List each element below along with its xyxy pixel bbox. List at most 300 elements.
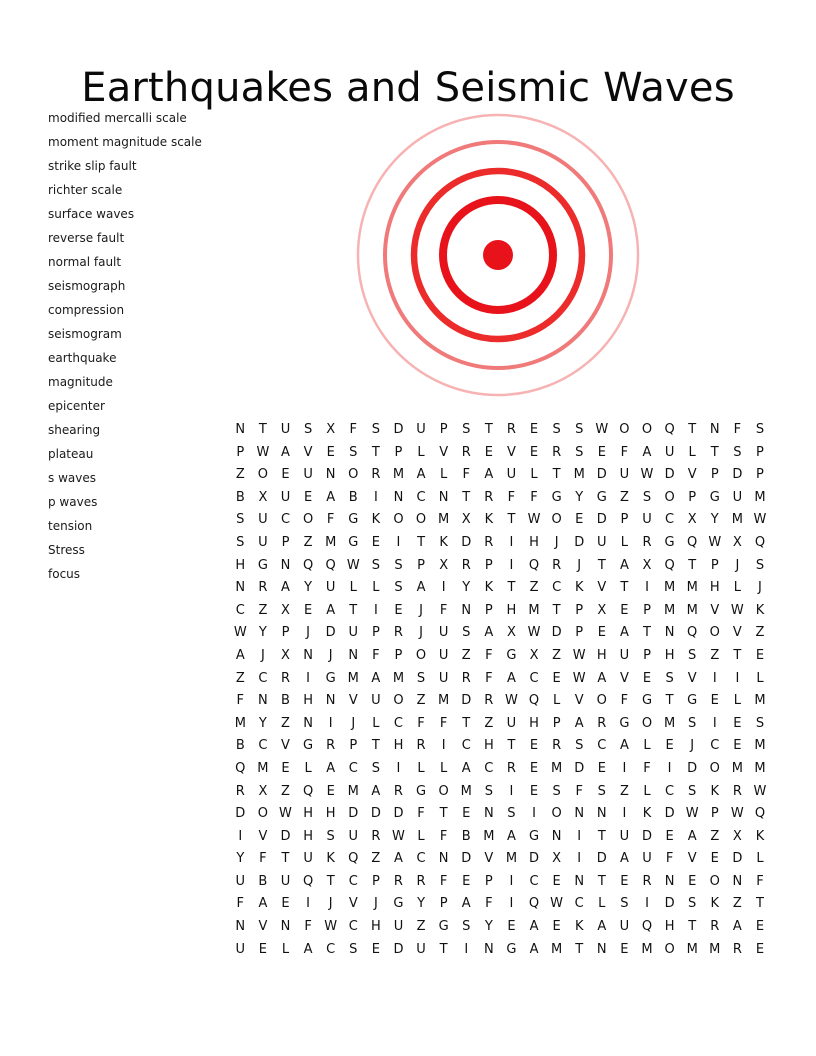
grid-letter: M bbox=[663, 602, 676, 618]
grid-letter: A bbox=[619, 557, 629, 573]
grid-letter: S bbox=[416, 670, 426, 686]
grid-letter: H bbox=[529, 534, 539, 550]
grid-letter: U bbox=[393, 919, 404, 935]
grid-letter: E bbox=[688, 873, 697, 889]
grid-letter: R bbox=[484, 534, 494, 550]
grid-letter: E bbox=[371, 534, 380, 550]
grid-letter: R bbox=[393, 783, 403, 799]
grid-letter: I bbox=[645, 580, 649, 596]
grid-letter: L bbox=[756, 670, 764, 686]
grid-row bbox=[229, 690, 772, 713]
grid-letter: W bbox=[730, 806, 744, 822]
word-list-item: earthquake bbox=[48, 351, 117, 365]
grid-letter: V bbox=[687, 670, 697, 686]
grid-letter: G bbox=[438, 919, 449, 935]
grid-letter: D bbox=[325, 625, 336, 641]
grid-letter: D bbox=[732, 467, 743, 483]
grid-letter: F bbox=[643, 760, 651, 776]
grid-letter: T bbox=[507, 580, 516, 596]
grid-letter: O bbox=[664, 941, 675, 957]
grid-letter: F bbox=[620, 693, 629, 709]
grid-letter: A bbox=[303, 941, 313, 957]
grid-row bbox=[229, 509, 772, 532]
grid-letter: U bbox=[506, 467, 517, 483]
grid-letter: N bbox=[709, 422, 720, 437]
grid-letter: P bbox=[371, 873, 380, 889]
grid-letter: G bbox=[664, 534, 675, 550]
grid-letter: U bbox=[303, 851, 313, 867]
grid-letter: F bbox=[620, 444, 629, 460]
grid-letter: F bbox=[575, 783, 583, 799]
grid-letter: X bbox=[258, 783, 268, 799]
grid-letter: Q bbox=[348, 851, 359, 867]
grid-letter: U bbox=[664, 444, 675, 460]
grid-letter: Z bbox=[281, 783, 290, 799]
word-list-item: shearing bbox=[48, 423, 101, 437]
grid-letter: F bbox=[530, 489, 538, 505]
grid-letter: Q bbox=[641, 919, 653, 935]
grid-letter: R bbox=[416, 738, 426, 754]
grid-letter: Q bbox=[664, 422, 675, 437]
grid-letter: M bbox=[460, 783, 472, 799]
grid-letter: X bbox=[529, 647, 539, 663]
grid-letter: Q bbox=[302, 783, 314, 799]
grid-letter: S bbox=[484, 783, 493, 799]
grid-letter: C bbox=[258, 738, 268, 754]
grid-letter: W bbox=[685, 806, 699, 822]
grid-row bbox=[229, 464, 772, 487]
grid-letter: X bbox=[732, 828, 742, 844]
grid-letter: E bbox=[755, 647, 765, 663]
grid-letter: L bbox=[417, 444, 425, 460]
grid-letter: E bbox=[281, 467, 290, 483]
grid-letter: V bbox=[710, 602, 720, 618]
grid-letter: R bbox=[371, 467, 381, 483]
grid-letter: E bbox=[665, 828, 674, 844]
grid-letter: J bbox=[328, 647, 333, 663]
grid-letter: X bbox=[687, 512, 697, 528]
grid-letter: E bbox=[620, 602, 629, 618]
grid-letter: O bbox=[438, 783, 449, 799]
grid-letter: W bbox=[753, 512, 767, 528]
grid-letter: S bbox=[326, 828, 335, 844]
grid-letter: N bbox=[438, 851, 449, 867]
grid-letter: E bbox=[552, 919, 561, 935]
grid-letter: C bbox=[258, 670, 268, 686]
grid-letter: I bbox=[441, 580, 446, 596]
grid-letter: Z bbox=[416, 919, 426, 935]
grid-letter: A bbox=[326, 602, 336, 618]
letter-grid bbox=[229, 419, 772, 961]
grid-letter: N bbox=[235, 919, 246, 935]
grid-letter: Z bbox=[235, 670, 245, 686]
grid-letter: U bbox=[280, 489, 291, 505]
grid-letter: B bbox=[348, 489, 358, 505]
grid-letter: S bbox=[394, 580, 403, 596]
grid-letter: M bbox=[754, 693, 766, 709]
grid-letter: V bbox=[439, 444, 449, 460]
grid-letter: H bbox=[664, 647, 675, 663]
grid-letter: M bbox=[347, 783, 359, 799]
grid-letter: Z bbox=[619, 783, 629, 799]
grid-letter: T bbox=[552, 467, 561, 483]
grid-row bbox=[229, 758, 772, 781]
grid-letter: H bbox=[325, 806, 336, 822]
grid-letter: V bbox=[597, 580, 607, 596]
grid-letter: R bbox=[484, 489, 494, 505]
grid-letter: D bbox=[461, 534, 472, 550]
grid-letter: D bbox=[664, 896, 675, 912]
grid-letter: D bbox=[664, 806, 675, 822]
grid-letter: I bbox=[464, 941, 469, 957]
grid-letter: K bbox=[755, 828, 765, 844]
grid-letter: N bbox=[596, 941, 607, 957]
grid-letter: K bbox=[710, 896, 720, 912]
grid-letter: L bbox=[643, 783, 651, 799]
grid-letter: X bbox=[439, 557, 449, 573]
grid-letter: H bbox=[303, 828, 313, 844]
grid-letter: K bbox=[642, 806, 652, 822]
grid-letter: M bbox=[234, 715, 246, 731]
grid-letter: V bbox=[281, 738, 290, 754]
grid-letter: R bbox=[393, 625, 403, 641]
grid-row bbox=[229, 577, 772, 600]
grid-letter: U bbox=[642, 512, 652, 528]
grid-letter: H bbox=[596, 647, 607, 663]
grid-letter: T bbox=[597, 557, 606, 573]
grid-letter: K bbox=[755, 602, 765, 618]
grid-letter: S bbox=[620, 896, 629, 912]
grid-letter: M bbox=[686, 602, 698, 618]
grid-letter: P bbox=[710, 467, 719, 483]
grid-letter: O bbox=[709, 625, 720, 641]
grid-letter: M bbox=[731, 760, 743, 776]
grid-letter: F bbox=[665, 851, 674, 867]
grid-letter: O bbox=[415, 647, 427, 663]
grid-row bbox=[229, 871, 772, 894]
grid-letter: L bbox=[620, 534, 629, 550]
grid-letter: C bbox=[574, 896, 584, 912]
grid-letter: A bbox=[732, 919, 742, 935]
grid-letter: X bbox=[597, 602, 607, 618]
grid-letter: Q bbox=[754, 534, 766, 550]
grid-letter: I bbox=[509, 534, 514, 550]
grid-letter: W bbox=[346, 557, 360, 573]
grid-letter: U bbox=[280, 422, 291, 437]
grid-letter: K bbox=[710, 783, 720, 799]
grid-letter: T bbox=[439, 941, 448, 957]
grid-letter: A bbox=[597, 670, 607, 686]
grid-letter: Q bbox=[325, 557, 336, 573]
grid-letter: G bbox=[325, 670, 336, 686]
grid-letter: P bbox=[484, 873, 493, 889]
grid-letter: W bbox=[708, 534, 722, 550]
grid-letter: R bbox=[552, 738, 562, 754]
grid-letter: K bbox=[326, 851, 335, 867]
grid-row bbox=[229, 622, 772, 645]
grid-letter: O bbox=[664, 489, 675, 505]
grid-letter: C bbox=[552, 580, 562, 596]
grid-letter: C bbox=[235, 602, 245, 618]
grid-letter: A bbox=[371, 670, 381, 686]
grid-letter: J bbox=[554, 534, 559, 550]
grid-letter: D bbox=[596, 467, 607, 483]
grid-letter: M bbox=[754, 489, 766, 505]
grid-letter: T bbox=[371, 738, 380, 754]
grid-letter: I bbox=[622, 760, 627, 776]
grid-letter: I bbox=[306, 896, 310, 912]
grid-letter: E bbox=[507, 919, 516, 935]
grid-letter: S bbox=[236, 534, 245, 550]
grid-letter: T bbox=[462, 489, 471, 505]
grid-letter: L bbox=[440, 760, 448, 776]
grid-letter: H bbox=[664, 919, 675, 935]
grid-letter: R bbox=[597, 715, 607, 731]
grid-letter: E bbox=[529, 783, 539, 799]
grid-letter: L bbox=[372, 580, 380, 596]
grid-letter: F bbox=[304, 919, 312, 935]
grid-letter: P bbox=[756, 444, 764, 460]
grid-letter: M bbox=[347, 670, 359, 686]
grid-letter: T bbox=[597, 828, 606, 844]
grid-letter: S bbox=[597, 783, 606, 799]
grid-letter: E bbox=[597, 625, 606, 641]
grid-letter: M bbox=[641, 941, 653, 957]
grid-letter: P bbox=[484, 602, 493, 618]
grid-letter: A bbox=[529, 941, 539, 957]
grid-letter: E bbox=[484, 444, 493, 460]
grid-letter: M bbox=[709, 941, 721, 957]
grid-letter: S bbox=[575, 422, 584, 437]
grid-letter: B bbox=[461, 828, 471, 844]
grid-letter: N bbox=[574, 806, 585, 822]
grid-letter: T bbox=[552, 602, 561, 618]
grid-letter: H bbox=[303, 693, 313, 709]
grid-letter: M bbox=[438, 512, 450, 528]
grid-letter: U bbox=[642, 851, 652, 867]
grid-row bbox=[229, 781, 772, 804]
grid-letter: Q bbox=[235, 760, 246, 776]
grid-letter: L bbox=[417, 828, 425, 844]
grid-letter: V bbox=[619, 670, 629, 686]
grid-letter: N bbox=[258, 693, 268, 709]
grid-letter: R bbox=[461, 557, 471, 573]
grid-letter: F bbox=[485, 670, 493, 686]
grid-letter: R bbox=[461, 670, 471, 686]
grid-letter: Y bbox=[304, 580, 313, 596]
grid-letter: Z bbox=[484, 715, 494, 731]
grid-letter: M bbox=[528, 602, 540, 618]
grid-row bbox=[229, 668, 772, 691]
word-list-item: moment magnitude scale bbox=[48, 135, 202, 149]
grid-letter: A bbox=[484, 625, 494, 641]
grid-letter: E bbox=[642, 670, 652, 686]
grid-letter: G bbox=[303, 738, 314, 754]
grid-letter: Q bbox=[687, 625, 698, 641]
grid-row bbox=[229, 939, 772, 962]
grid-letter: O bbox=[619, 422, 630, 437]
grid-letter: F bbox=[439, 602, 448, 618]
grid-letter: N bbox=[325, 467, 336, 483]
grid-letter: T bbox=[688, 557, 697, 573]
word-list-item: compression bbox=[48, 303, 125, 317]
grid-letter: S bbox=[462, 625, 471, 641]
word-list bbox=[48, 108, 202, 588]
grid-letter: R bbox=[552, 444, 562, 460]
grid-letter: I bbox=[712, 670, 717, 686]
grid-letter: Z bbox=[461, 647, 471, 663]
grid-letter: E bbox=[710, 693, 719, 709]
grid-letter: J bbox=[260, 647, 265, 663]
grid-letter: N bbox=[483, 806, 494, 822]
grid-letter: M bbox=[551, 941, 563, 957]
grid-letter: A bbox=[326, 760, 336, 776]
grid-letter: F bbox=[439, 873, 448, 889]
grid-letter: H bbox=[370, 919, 381, 935]
grid-letter: P bbox=[439, 422, 448, 437]
grid-row bbox=[229, 555, 772, 578]
grid-letter: E bbox=[258, 941, 267, 957]
grid-letter: I bbox=[645, 896, 649, 912]
grid-letter: E bbox=[326, 783, 335, 799]
grid-letter: V bbox=[348, 896, 358, 912]
grid-letter: U bbox=[258, 534, 268, 550]
grid-letter: W bbox=[527, 625, 541, 641]
grid-letter: U bbox=[303, 467, 313, 483]
grid-letter: U bbox=[438, 625, 449, 641]
grid-letter: D bbox=[664, 467, 675, 483]
grid-letter: U bbox=[348, 828, 359, 844]
grid-letter: N bbox=[732, 873, 743, 889]
grid-letter: I bbox=[373, 602, 378, 618]
grid-letter: T bbox=[281, 851, 290, 867]
grid-letter: T bbox=[326, 873, 335, 889]
grid-letter: N bbox=[280, 919, 291, 935]
grid-letter: S bbox=[462, 422, 471, 437]
grid-letter: E bbox=[552, 873, 561, 889]
grid-letter: P bbox=[756, 467, 764, 483]
grid-letter: I bbox=[622, 806, 627, 822]
grid-letter: S bbox=[371, 760, 380, 776]
grid-letter: Z bbox=[281, 715, 290, 731]
grid-letter: B bbox=[281, 693, 290, 709]
grid-letter: A bbox=[326, 489, 336, 505]
grid-letter: J bbox=[419, 602, 423, 618]
grid-letter: D bbox=[461, 693, 472, 709]
grid-letter: D bbox=[596, 512, 607, 528]
grid-letter: C bbox=[348, 919, 358, 935]
grid-letter: Y bbox=[575, 489, 584, 505]
grid-letter: E bbox=[281, 760, 290, 776]
grid-letter: A bbox=[235, 647, 245, 663]
grid-row bbox=[229, 532, 772, 555]
grid-letter: P bbox=[552, 715, 561, 731]
grid-letter: M bbox=[754, 738, 766, 754]
grid-letter: Z bbox=[529, 580, 539, 596]
grid-letter: C bbox=[416, 851, 426, 867]
grid-letter: U bbox=[619, 919, 630, 935]
grid-letter: U bbox=[371, 693, 381, 709]
grid-letter: L bbox=[598, 896, 606, 912]
grid-letter: F bbox=[485, 647, 493, 663]
grid-letter: C bbox=[326, 941, 336, 957]
grid-letter: M bbox=[663, 715, 676, 731]
grid-letter: U bbox=[506, 715, 517, 731]
grid-letter: A bbox=[619, 738, 629, 754]
grid-letter: T bbox=[575, 941, 584, 957]
grid-letter: Q bbox=[528, 896, 540, 912]
grid-letter: T bbox=[507, 738, 516, 754]
grid-letter: Q bbox=[754, 806, 766, 822]
grid-letter: S bbox=[688, 783, 697, 799]
grid-letter: L bbox=[733, 580, 741, 596]
grid-letter: Z bbox=[235, 467, 245, 483]
grid-letter: I bbox=[667, 760, 672, 776]
grid-letter: C bbox=[280, 512, 291, 528]
grid-letter: S bbox=[371, 557, 380, 573]
grid-letter: T bbox=[665, 693, 674, 709]
grid-letter: E bbox=[281, 896, 290, 912]
grid-letter: I bbox=[735, 670, 740, 686]
grid-letter: L bbox=[530, 467, 538, 483]
grid-letter: G bbox=[348, 512, 359, 528]
grid-letter: V bbox=[258, 919, 268, 935]
grid-row bbox=[229, 803, 772, 826]
grid-letter: R bbox=[258, 580, 268, 596]
grid-letter: E bbox=[597, 444, 606, 460]
grid-letter: U bbox=[416, 941, 426, 957]
grid-letter: Q bbox=[687, 534, 698, 550]
grid-letter: R bbox=[280, 670, 290, 686]
grid-letter: E bbox=[620, 941, 629, 957]
grid-letter: G bbox=[709, 489, 720, 505]
grid-letter: Y bbox=[462, 580, 471, 596]
grid-letter: M bbox=[392, 467, 405, 483]
grid-letter: R bbox=[461, 444, 471, 460]
grid-letter: C bbox=[665, 512, 675, 528]
grid-letter: Q bbox=[528, 557, 540, 573]
grid-letter: H bbox=[709, 580, 720, 596]
grid-letter: U bbox=[280, 873, 291, 889]
grid-letter: O bbox=[348, 467, 359, 483]
grid-letter: P bbox=[439, 896, 448, 912]
grid-letter: A bbox=[574, 715, 584, 731]
grid-letter: M bbox=[438, 693, 450, 709]
grid-letter: S bbox=[755, 715, 765, 731]
grid-letter: R bbox=[484, 693, 494, 709]
grid-letter: Z bbox=[416, 693, 426, 709]
grid-letter: J bbox=[328, 896, 333, 912]
grid-letter: F bbox=[326, 512, 335, 528]
grid-letter: T bbox=[643, 625, 651, 641]
grid-letter: P bbox=[575, 602, 584, 618]
grid-letter: J bbox=[306, 625, 310, 641]
grid-letter: O bbox=[641, 715, 653, 731]
grid-letter: Z bbox=[710, 647, 720, 663]
grid-letter: Z bbox=[619, 489, 629, 505]
grid-letter: Y bbox=[710, 512, 719, 528]
grid-letter: W bbox=[324, 919, 338, 935]
grid-letter: O bbox=[551, 806, 562, 822]
grid-letter: R bbox=[732, 941, 742, 957]
grid-letter: F bbox=[417, 806, 425, 822]
grid-letter: S bbox=[575, 444, 584, 460]
grid-letter: T bbox=[688, 422, 697, 437]
grid-letter: Y bbox=[258, 715, 267, 731]
grid-letter: I bbox=[238, 828, 243, 844]
grid-letter: W bbox=[256, 444, 270, 460]
grid-letter: E bbox=[529, 422, 539, 437]
